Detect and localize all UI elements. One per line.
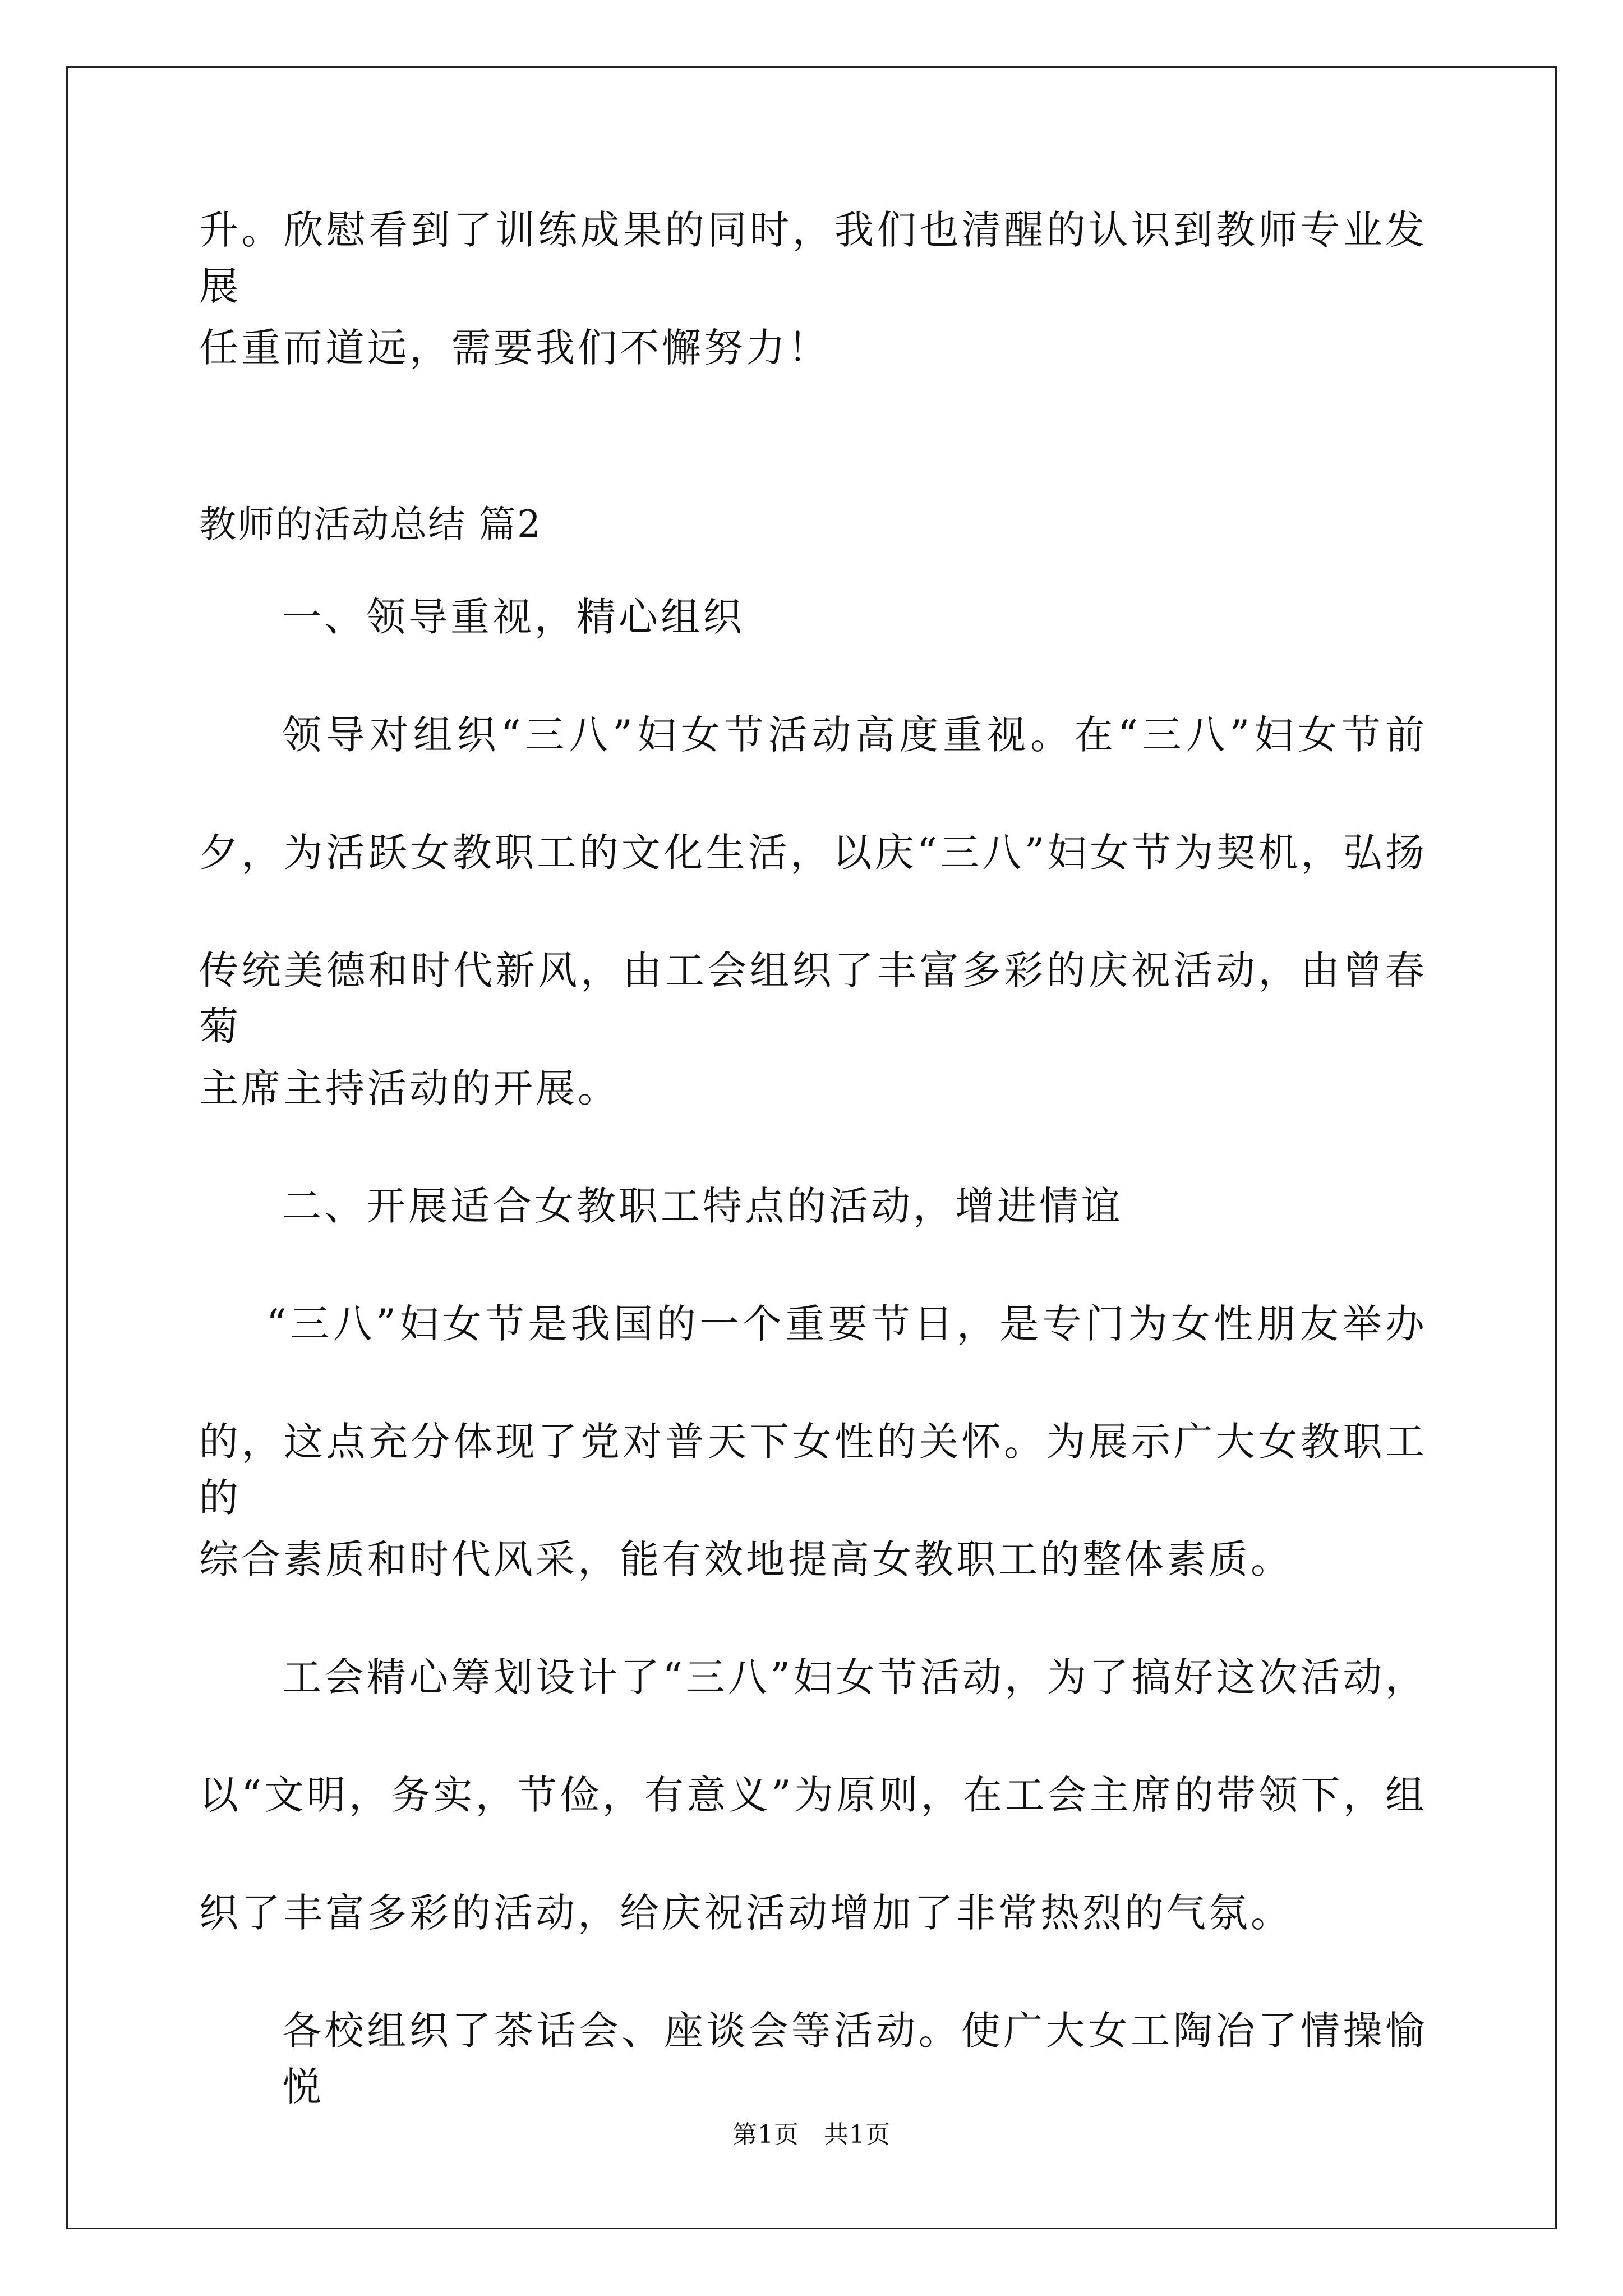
text-line: 任重而道远，需要我们不懈努力！: [199, 325, 830, 371]
text-line: 主席主持活动的开展。: [199, 1065, 620, 1111]
document-body: [199, 202, 1427, 2120]
text-line: 织了丰富多彩的活动，给庆祝活动增加了非常热烈的气氛。: [199, 1890, 1293, 1936]
heading-line: 二、开展适合女教职工特点的活动，增进情谊: [282, 1183, 1123, 1229]
page-total: 共1页: [824, 2120, 891, 2149]
page-number: 第1页: [732, 2120, 799, 2149]
page-footer: [0, 2118, 1623, 2152]
text-line: 各校组织了茶话会、座谈会等活动。使广大女工陶冶了情操愉悦: [282, 2008, 1427, 2110]
text-line: 夕，为活跃女教职工的文化生活，以庆“三八”妇女节为契机，弘扬: [199, 830, 1427, 876]
text-line: “三八”妇女节是我国的一个重要节日，是专门为女性朋友举办: [266, 1301, 1427, 1347]
section-title: 教师的活动总结 篇2: [199, 503, 542, 546]
text-line: 领导对组织“三八”妇女节活动高度重视。在“三八”妇女节前: [282, 712, 1427, 758]
text-line: 传统美德和时代新风，由工会组织了丰富多彩的庆祝活动，由曾春菊: [199, 947, 1427, 1050]
text-line: 的，这点充分体现了党对普天下女性的关怀。为展示广大女教职工的: [199, 1419, 1427, 1521]
text-line: 以“文明，务实，节俭，有意义”为原则，在工会主席的带领下，组: [199, 1772, 1427, 1818]
text-line: 升。欣慰看到了训练成果的同时，我们也清醒的认识到教师专业发展: [199, 207, 1427, 309]
heading-line: 一、领导重视，精心组织: [282, 594, 745, 640]
text-line: 工会精心筹划设计了“三八”妇女节活动，为了搞好这次活动，: [282, 1654, 1427, 1700]
blank-line: [199, 438, 1427, 496]
text-line: 综合素质和时代风采，能有效地提高女教职工的整体素质。: [199, 1536, 1293, 1582]
